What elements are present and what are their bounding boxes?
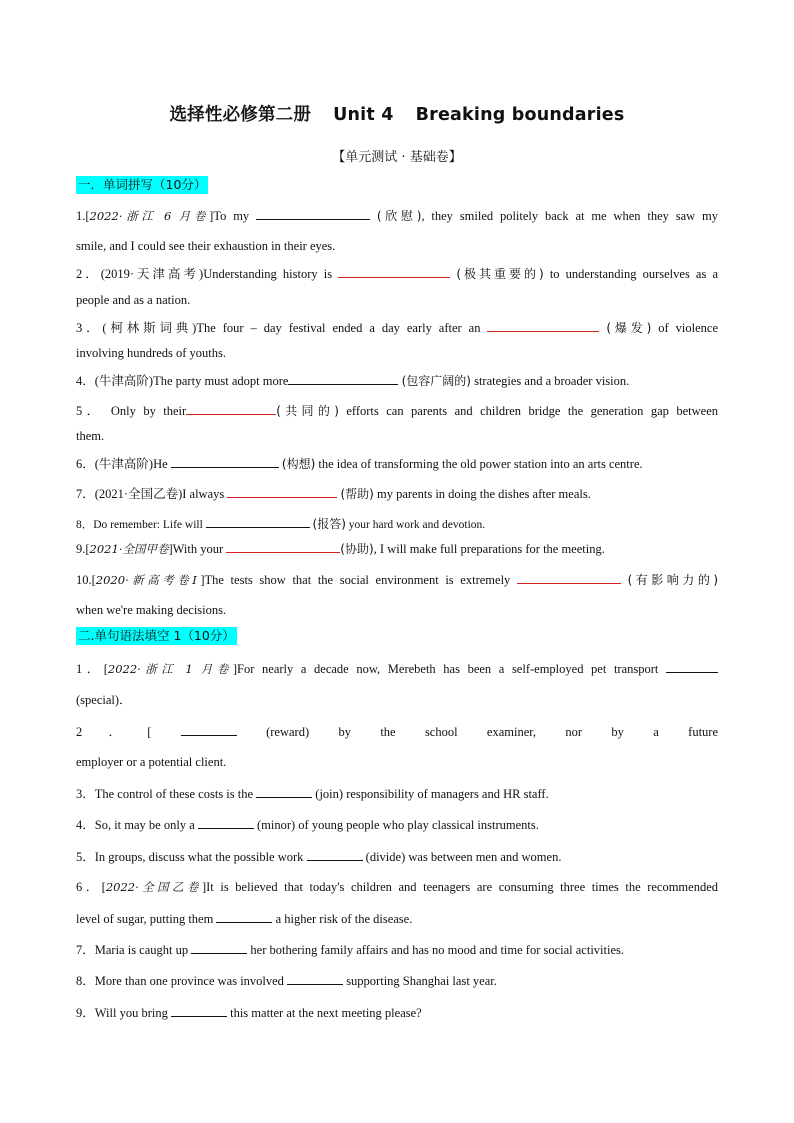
- q-text: 9．Will you bring: [76, 1006, 168, 1020]
- q-text: her bothering family affairs and has no mood and time for social activities.: [250, 943, 625, 957]
- q-text: 1．[: [76, 662, 108, 676]
- q-source: 2022·浙江 1 月卷: [107, 662, 233, 676]
- q-text: (reward) by the school examiner, nor by a future: [266, 725, 719, 739]
- s1-q1-line2: smile, and I could see their exhaustion in their eyes.: [76, 239, 336, 253]
- q-text: , I will make full preparations for the meeting.: [373, 542, 605, 556]
- q-text: ]The tests show that the social environment is extremely: [200, 573, 511, 587]
- answer-blank[interactable]: [186, 402, 276, 415]
- q-text: 4．So, it may be only a: [76, 818, 195, 832]
- s1-q3-line1: [76, 319, 718, 336]
- q-text: to understanding ourselves as a: [549, 267, 719, 281]
- s1-q5-line2: them.: [76, 429, 105, 443]
- q-text: 8．More than one province was involved: [76, 974, 284, 988]
- answer-blank[interactable]: [517, 571, 621, 584]
- s1-q3-line2: involving hundreds of youths.: [76, 346, 226, 360]
- answer-blank[interactable]: [171, 455, 279, 468]
- q-text: a higher risk of the disease.: [275, 912, 413, 926]
- q-text: (join) responsibility of managers and HR staff.: [315, 787, 549, 801]
- q-source: 2020·新高考卷Ⅰ: [95, 573, 201, 587]
- q-text: level of sugar, putting them: [76, 912, 214, 926]
- q-text: supporting Shanghai last year.: [346, 974, 497, 988]
- q-hint: (爆发): [606, 321, 652, 335]
- s1-q4-line1: [76, 372, 718, 389]
- q-source: 2022·全国乙卷: [105, 880, 202, 894]
- q-text: 7．(2021·全国乙卷)I always: [76, 487, 225, 501]
- s2-q6-line2: [76, 910, 718, 927]
- answer-blank[interactable]: [191, 941, 247, 954]
- q-text: efforts can parents and children bridge the generation gap between: [346, 404, 718, 418]
- q-text: of violence: [658, 321, 719, 335]
- s1-q7-line1: [76, 485, 718, 502]
- page-subtitle: 【单元测试 · 基础卷】: [332, 150, 462, 165]
- answer-blank[interactable]: [256, 785, 312, 798]
- title-book: 选择性必修第二册: [169, 105, 312, 125]
- q-text: the idea of transforming the old power station into an arts centre.: [318, 457, 643, 471]
- q-text: 2．(2019·天津高考)Understanding history is: [76, 267, 333, 281]
- title-unit: Unit 4: [333, 105, 394, 125]
- q-hint: (报答): [312, 517, 346, 531]
- answer-blank[interactable]: [227, 485, 337, 498]
- s2-q9-line1: [76, 1004, 718, 1021]
- q-text: your hard work and devotion.: [348, 519, 486, 531]
- answer-blank[interactable]: [226, 540, 340, 553]
- q-text: ]With your: [168, 542, 224, 556]
- q-text: strategies and a broader vision.: [474, 374, 630, 388]
- answer-blank[interactable]: [487, 319, 599, 332]
- q-text: 4．(牛津高阶)The party must adopt more: [76, 374, 289, 388]
- section-1-heading: 一．单词拼写（10分）: [78, 177, 207, 192]
- answer-blank[interactable]: [307, 848, 363, 861]
- q-text: 3．The control of these costs is the: [76, 787, 254, 801]
- q-text: 6．(牛津高阶)He: [76, 457, 168, 471]
- page-title: [0, 101, 794, 126]
- s1-q9-line1: [76, 540, 718, 557]
- s1-q8-line1: [76, 515, 718, 533]
- q-source: 2021·全国甲卷: [89, 542, 169, 556]
- section-2-heading: 二.单句语法填空 1（10分）: [78, 628, 235, 643]
- q-hint: (协助): [340, 542, 374, 556]
- answer-blank[interactable]: [216, 910, 272, 923]
- answer-blank[interactable]: [181, 723, 237, 736]
- s2-q5-line1: [76, 848, 718, 865]
- q-source: 2022·浙江 6 月卷: [89, 209, 210, 223]
- q-text: 10.[: [76, 573, 96, 587]
- s1-q10-line1: [76, 571, 718, 588]
- q-hint: (共同的): [276, 404, 339, 418]
- s2-q2-line2: employer or a potential client.: [76, 755, 227, 769]
- q-text: ]For nearly a decade now, Merebeth has been a self-employed pet transport: [232, 662, 659, 676]
- q-text: 2．[: [76, 725, 152, 739]
- answer-blank[interactable]: [256, 207, 370, 220]
- q-text: 6．[: [76, 880, 106, 894]
- s2-q1-line1: [76, 660, 718, 677]
- q-text: this matter at the next meeting please?: [230, 1006, 422, 1020]
- q-text: 5． Only by their: [76, 404, 187, 418]
- q-text: 3．(柯林斯词典)The four – day festival ended a day early after an: [76, 321, 481, 335]
- q-text: 7．Maria is caught up: [76, 943, 189, 957]
- q-hint: (极其重要的): [456, 267, 544, 281]
- answer-blank[interactable]: [338, 265, 450, 278]
- q-text: 1.[: [76, 209, 90, 223]
- s1-q2-line2: people and as a nation.: [76, 293, 191, 307]
- s2-q7-line1: [76, 941, 718, 958]
- q-text: , they smiled politely back at me when they saw my: [421, 209, 718, 223]
- s2-q4-line1: [76, 816, 718, 833]
- q-hint: (有影响力的): [627, 573, 719, 587]
- s1-q5-line1: [76, 402, 718, 419]
- q-text: ]It is believed that today's children and teenagers are consuming three times the recommended: [201, 880, 718, 894]
- q-text: 5．In groups, discuss what the possible work: [76, 850, 304, 864]
- s2-q2-line1: [76, 723, 718, 740]
- answer-blank[interactable]: [287, 972, 343, 985]
- s2-q8-line1: [76, 972, 718, 989]
- q-hint: (帮助): [340, 487, 374, 501]
- q-text: (divide) was between men and women.: [365, 850, 562, 864]
- q-text: (minor) of young people who play classical instruments.: [257, 818, 539, 832]
- answer-blank[interactable]: [206, 515, 310, 528]
- s2-q2-line1: [76, 265, 718, 282]
- answer-blank[interactable]: [198, 816, 254, 829]
- s2-q3-line1: [76, 785, 718, 802]
- s2-q6-line1: [76, 879, 718, 895]
- s2-q1-line2: (special)．: [76, 693, 132, 707]
- answer-blank[interactable]: [666, 660, 718, 673]
- title-topic: Breaking boundaries: [415, 105, 625, 125]
- answer-blank[interactable]: [288, 372, 398, 385]
- answer-blank[interactable]: [171, 1004, 227, 1017]
- s1-q10-line2: when we're making decisions.: [76, 603, 227, 617]
- q-hint: (包容广阔的): [401, 374, 471, 388]
- q-text: 9.[: [76, 542, 90, 556]
- s1-q1-line1: [76, 207, 718, 224]
- q-text: 8．Do remember: Life will: [76, 519, 203, 531]
- q-hint: (欣慰): [376, 209, 422, 223]
- q-text: ]To my: [209, 209, 250, 223]
- s1-q6-line1: [76, 455, 718, 472]
- q-hint: (构想): [281, 457, 316, 471]
- q-text: my parents in doing the dishes after meals.: [377, 487, 591, 501]
